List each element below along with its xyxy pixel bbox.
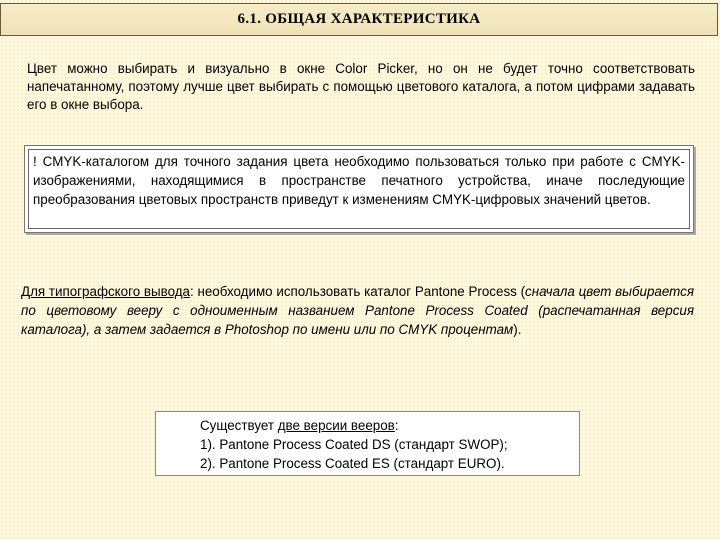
version-item: 2). Pantone Process Coated ES (стандарт EURO).: [200, 456, 505, 471]
versions-underlined: две версии вееров: [277, 418, 395, 433]
version-item: 1). Pantone Process Coated DS (стандарт SWOP);: [200, 437, 508, 452]
versions-box: [155, 411, 580, 476]
title-bar: [0, 3, 718, 36]
typography-end: ).: [513, 322, 522, 337]
versions-heading: [200, 417, 399, 435]
typography-colon: :: [190, 284, 194, 299]
intro-paragraph: Цвет можно выбирать и визуально в окне Color Picker, но он не будет точно соответствовать напечатанному, поэтому лучше цвет выбирать с помощью цветового каталога, а потом цифрами задавать его в окне выбора.: [27, 61, 695, 112]
typography-main: необходимо использовать каталог Pantone Process (: [193, 284, 526, 299]
typography-italic: сначала цвет выбирается по цветовому вееру с одноименным названием Pantone Process Coated (распечатанная версия каталога), а затем задается в Photoshop по имени или по CMYK процентам: [21, 284, 694, 337]
typography-lead: Для типографского вывода: [21, 284, 190, 299]
page-title: 6.1. ОБЩАЯ ХАРАКТЕРИСТИКА: [237, 11, 481, 27]
versions-prefix: Существует: [200, 418, 278, 433]
versions-suffix: :: [394, 418, 399, 433]
note-box: [24, 145, 694, 233]
typography-paragraph: [21, 282, 694, 339]
note-text: ! CMYK-каталогом для точного задания цвета необходимо пользоваться только при работе с CMYK-изображениями, находящимися в пространстве печатного устройства, иначе последующие преобразования цветовых пространств приведут к изменениям CMYK-цифровых значений цветов.: [33, 154, 685, 207]
